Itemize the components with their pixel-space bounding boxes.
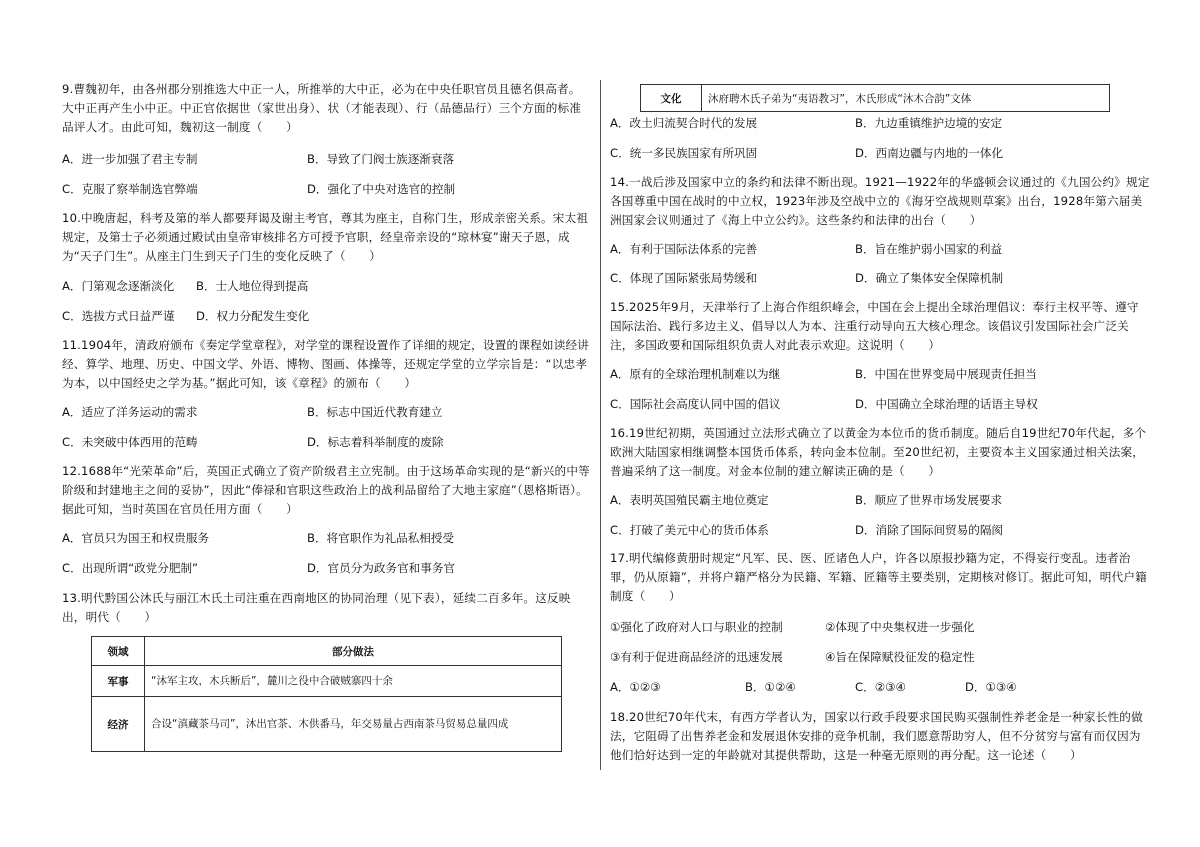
q11-option-d[interactable]: D．标志着科举制度的废除: [307, 435, 444, 449]
q16-option-a[interactable]: A．表明英国殖民霸主地位奠定: [610, 493, 769, 507]
q13-option-b[interactable]: B．九边重镇维护边境的安定: [855, 116, 1003, 130]
question-13-stem: 13.明代黔国公沐氏与丽江木氏土司注重在西南地区的协同治理（见下表），延续二百多年。这反映出，明代（ ）: [62, 591, 571, 624]
q9-option-b[interactable]: B．导致了门阀士族逐渐衰落: [307, 152, 455, 166]
q13-table-row-label: 经济: [92, 697, 145, 752]
q11-option-a[interactable]: A．适应了洋务运动的需求: [62, 405, 198, 419]
column-divider: [600, 80, 601, 770]
question-11-stem: 11.1904年，清政府颁布《奏定学堂章程》，对学堂的课程设置作了详细的规定，设置的课程如读经讲经、算学、地理、历史、中国文学、外语、博物、图画、体操等，还规定学堂的立学宗旨是：“以忠孝为本，以中国经史之学为基。”据此可知，该《章程》的颁布（ ）: [62, 338, 590, 390]
q14-option-b[interactable]: B．旨在维护弱小国家的利益: [855, 242, 1003, 256]
q16-option-b[interactable]: B．顺应了世界市场发展要求: [855, 493, 1003, 507]
q13-table-row-label: 文化: [641, 85, 702, 112]
q13-table-row-value: 合设“滇藏茶马司”，沐出官茶、木供番马，年交易量占西南茶马贸易总量四成: [145, 697, 562, 752]
q17-statement-4: ④旨在保障赋役征发的稳定性: [825, 650, 975, 664]
question-14-stem: 14.一战后涉及国家中立的条约和法律不断出现。1921—1922年的华盛顿会议通过的《九国公约》规定各国尊重中国在战时的中立权，1923年涉及空战中立的《海牙空战规则草案》出台，1928年第六届美洲国家会议则通过了《海上中立公约》。这些条约和法律的出台（ ）: [610, 175, 1150, 227]
q10-option-a[interactable]: A．门第观念逐渐淡化: [62, 279, 175, 293]
q12-option-d[interactable]: D．官员分为政务官和事务官: [307, 561, 456, 575]
question-9-stem: 9.曹魏初年，由各州郡分别推选大中正一人，所推举的大中正，必为在中央任职官员且德名俱高者。大中正再产生小中正。中正官依据世（家世出身）、状（才能表现）、行（品德品行）三个方面的标准品评人才。由此可知，魏初这一制度（ ）: [62, 82, 582, 134]
q10-option-d[interactable]: D．权力分配发生变化: [196, 309, 310, 323]
q13-table-header-practice: 部分做法: [145, 637, 562, 666]
q14-option-c[interactable]: C．体现了国际紧张局势缓和: [610, 271, 758, 285]
q13-table-header-field: 领域: [92, 637, 145, 666]
q15-option-c[interactable]: C．国际社会高度认同中国的倡议: [610, 397, 781, 411]
q13-option-a[interactable]: A．改土归流契合时代的发展: [610, 116, 758, 130]
q13-option-d[interactable]: D．西南边疆与内地的一体化: [855, 146, 1004, 160]
q11-option-c[interactable]: C．未突破中体西用的范畴: [62, 435, 198, 449]
q17-option-a[interactable]: A．①②③: [610, 680, 661, 694]
question-16-stem: 16.19世纪初期，英国通过立法形式确立了以黄金为本位币的货币制度。随后自19世纪70年代起，多个欧洲大陆国家相继调整本国货币体系，转向金本位制。至20世纪初，主要资本主义国家通过相关法案，普遍采纳了这一制度。对金本位制的建立解读正确的是（ ）: [610, 426, 1147, 478]
q13-option-c[interactable]: C．统一多民族国家有所巩固: [610, 146, 758, 160]
q16-option-c[interactable]: C．打破了美元中心的货币体系: [610, 523, 769, 537]
q15-option-a[interactable]: A．原有的全球治理机制难以为继: [610, 367, 781, 381]
q17-option-d[interactable]: D．①③④: [965, 680, 1017, 694]
q17-option-c[interactable]: C．②③④: [855, 680, 906, 694]
q13-table: [91, 636, 562, 752]
q13-table-row-value: “沐军主攻，木兵断后”，麓川之役中合破贼寨四十余: [145, 666, 562, 697]
q14-option-a[interactable]: A．有利于国际法体系的完善: [610, 242, 758, 256]
q17-statement-2: ②体现了中央集权进一步强化: [825, 620, 975, 634]
q11-option-b[interactable]: B．标志中国近代教育建立: [307, 405, 443, 419]
q9-option-a[interactable]: A．进一步加强了君主专制: [62, 152, 198, 166]
q17-option-b[interactable]: B．①②④: [745, 680, 796, 694]
q9-option-c[interactable]: C．克服了察举制选官弊端: [62, 182, 198, 196]
question-17-stem: 17.明代编修黄册时规定“凡军、民、医、匠诸色人户，许各以原报抄籍为定，不得妄行变乱。违者治罪，仍从原籍”，并将户籍严格分为民籍、军籍、匠籍等主要类别，定期核对修订。据此可知，明代户籍制度（ ）: [610, 551, 1147, 603]
q17-statement-1: ①强化了政府对人口与职业的控制: [610, 620, 783, 634]
q10-option-c[interactable]: C．选拔方式日益严谨: [62, 309, 175, 323]
q10-option-b[interactable]: B．士人地位得到提高: [196, 279, 309, 293]
q9-option-d[interactable]: D．强化了中央对选官的控制: [307, 182, 456, 196]
q13-table-continued: [640, 84, 1110, 112]
q12-option-a[interactable]: A．官员只为国王和权贵服务: [62, 531, 210, 545]
question-18-stem: 18.20世纪70年代末，有西方学者认为，国家以行政手段要求国民购买强制性养老金是一种家长性的做法，它阻碍了出售养老金和发展退休安排的竞争机制，我们愿意帮助穷人，但不分贫穷与富有而仅因为他们恰好达到一定的年龄就对其提供帮助，这是一种毫无原则的再分配。这一论述（ ）: [610, 710, 1143, 762]
q13-table-row-value: 沐府聘木氏子弟为“夷语教习”，木氏形成“沐木合韵”文体: [702, 85, 1110, 112]
question-10-stem: 10.中晚唐起，科考及第的举人都要拜谒及谢主考官，尊其为座主，自称门生，形成亲密关系。宋太祖规定，及第士子必须通过殿试由皇帝审核排名方可授予官职，经皇帝亲设的“琼林宴”谢天子恩，成为“天子门生”。从座主门生到天子门生的变化反映了（ ）: [62, 211, 589, 263]
q15-option-b[interactable]: B．中国在世界变局中展现责任担当: [855, 367, 1037, 381]
question-15-stem: 15.2025年9月，天津举行了上海合作组织峰会，中国在会上提出全球治理倡议：奉行主权平等、遵守国际法治、践行多边主义、倡导以人为本、注重行动导向五大核心理念。该倡议引发国际社会广泛关注，多国政要和国际组织负责人对此表示欢迎。这说明（ ）: [610, 300, 1139, 352]
q13-table-row-label: 军事: [92, 666, 145, 697]
q12-option-b[interactable]: B．将官职作为礼品私相授受: [307, 531, 455, 545]
question-12-stem: 12.1688年“光荣革命”后，英国正式确立了资产阶级君主立宪制。由于这场革命实现的是“新兴的中等阶级和封建地主之间的妥协”，因此“俸禄和官职这些政治上的战利品留给了大地主家庭”（恩格斯语）。据此可知，当时英国在官员任用方面（ ）: [62, 464, 590, 516]
q16-option-d[interactable]: D．消除了国际间贸易的隔阂: [855, 523, 1004, 537]
q14-option-d[interactable]: D．确立了集体安全保障机制: [855, 271, 1004, 285]
q15-option-d[interactable]: D．中国确立全球治理的话语主导权: [855, 397, 1038, 411]
q12-option-c[interactable]: C．出现所谓“政党分肥制”: [62, 561, 199, 575]
q17-statement-3: ③有利于促进商品经济的迅速发展: [610, 650, 783, 664]
